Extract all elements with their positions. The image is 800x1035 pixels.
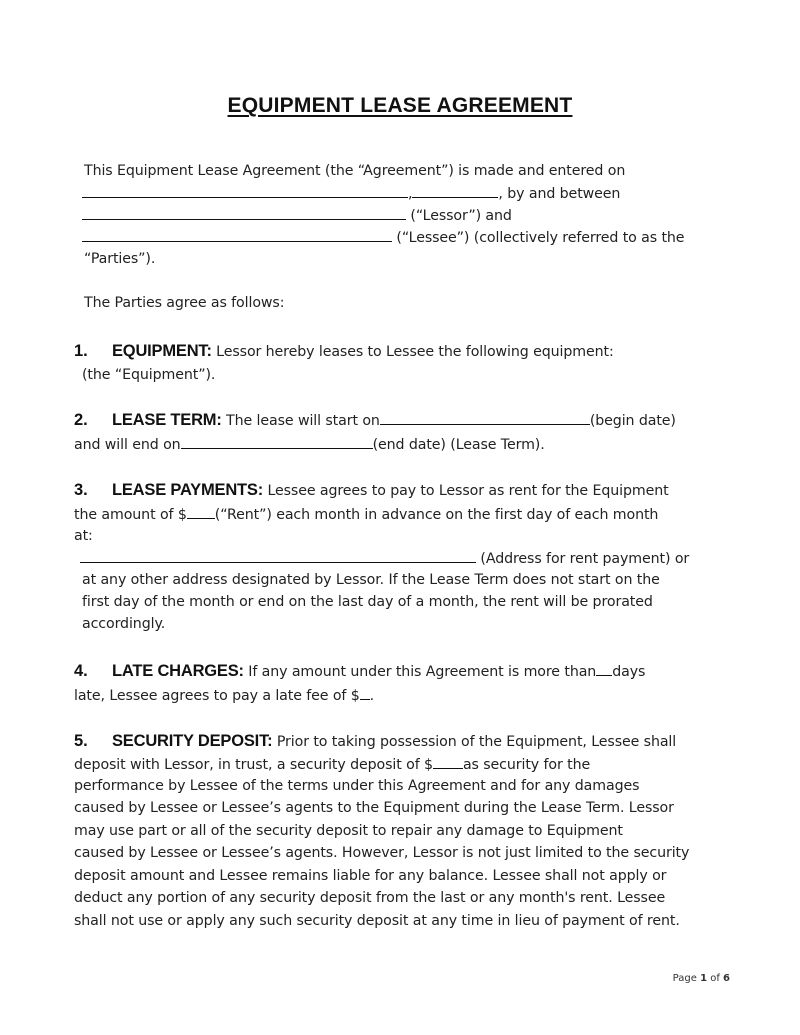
section-5-line-8: deduct any portion of any security deposit from the last or any month's rent. Lessee (74, 890, 666, 906)
section-3-line-1: 3. LEASE PAYMENTS: Lessee agrees to pay to Lessor as rent for the Equipment (74, 481, 669, 499)
section-5-line-5: may use part or all of the security deposit to repair any damage to Equipment (74, 823, 623, 839)
end-date-blank[interactable] (181, 433, 373, 449)
intro-line-1: This Equipment Lease Agreement (the “Agreement”) is made and entered on (84, 163, 626, 179)
section-3-line-4: (Address for rent payment) or (80, 547, 689, 570)
payment-address-blank[interactable] (80, 547, 476, 563)
section-1-line-1: 1. EQUIPMENT: Lessor hereby leases to Lessee the following equipment: (74, 342, 614, 360)
section-3-line-5: at any other address designated by Lessor. If the Lease Term does not start on the (82, 572, 660, 588)
security-deposit-blank[interactable] (433, 753, 463, 769)
section-2-line-1: 2. LEASE TERM: The lease will start on (begin date) (74, 411, 676, 429)
section-2-line-2: and will end on (end date) (Lease Term). (74, 433, 545, 456)
intro-line-2: , , by and between (82, 182, 620, 205)
section-5-line-2: deposit with Lessor, in trust, a security deposit of $ as security for the (74, 753, 590, 776)
section-number: 4. (74, 662, 88, 680)
late-days-blank[interactable] (596, 660, 612, 676)
section-heading: LATE CHARGES: (112, 662, 244, 680)
rent-amount-blank[interactable] (187, 503, 215, 519)
document-title: EQUIPMENT LEASE AGREEMENT (227, 94, 573, 117)
section-number: 2. (74, 411, 88, 429)
section-1-line-2: (the “Equipment”). (82, 367, 216, 383)
section-5-line-1: 5. SECURITY DEPOSIT: Prior to taking possession of the Equipment, Lessee shall (74, 732, 677, 750)
section-heading: LEASE PAYMENTS: (112, 481, 264, 499)
section-heading: SECURITY DEPOSIT: (112, 732, 273, 750)
lessor-name-blank[interactable] (82, 204, 406, 220)
section-5-line-4: caused by Lessee or Lessee’s agents to the Equipment during the Lease Term. Lessor (74, 800, 674, 816)
section-heading: EQUIPMENT: (112, 342, 212, 360)
begin-date-blank[interactable] (380, 409, 590, 425)
intro-line-5: “Parties”). (84, 251, 156, 267)
section-3-line-6: first day of the month or end on the last day of a month, the rent will be prorated (82, 594, 653, 610)
agreement-day-blank[interactable] (82, 182, 408, 198)
section-3-line-7: accordingly. (82, 616, 166, 632)
section-5-line-6: caused by Lessee or Lessee’s agents. However, Lessor is not just limited to the security (74, 845, 690, 861)
intro-line-4: (“Lessee”) (collectively referred to as the (82, 226, 684, 249)
late-fee-blank[interactable] (360, 684, 370, 700)
section-heading: LEASE TERM: (112, 411, 222, 429)
section-5-line-9: shall not use or apply any such security deposit at any time in lieu of payment of rent. (74, 913, 680, 929)
section-number: 5. (74, 732, 88, 750)
agreement-year-blank[interactable] (412, 182, 498, 198)
section-4-line-1: 4. LATE CHARGES: If any amount under this Agreement is more than days (74, 662, 646, 680)
page-number: Page 1 of 6 (672, 973, 730, 984)
section-3-line-2: the amount of $ (“Rent”) each month in advance on the first day of each month (74, 503, 658, 526)
section-number: 3. (74, 481, 88, 499)
section-3-line-3: at: (74, 528, 93, 544)
section-5-line-3: performance by Lessee of the terms under this Agreement and for any damages (74, 778, 640, 794)
intro-line-3: (“Lessor”) and (82, 204, 512, 227)
section-number: 1. (74, 342, 88, 360)
section-5-line-7: deposit amount and Lessee remains liable for any balance. Lessee shall not apply or (74, 868, 667, 884)
lessee-name-blank[interactable] (82, 226, 392, 242)
agree-line: The Parties agree as follows: (84, 295, 285, 311)
section-4-line-2: late, Lessee agrees to pay a late fee of $ . (74, 684, 374, 707)
